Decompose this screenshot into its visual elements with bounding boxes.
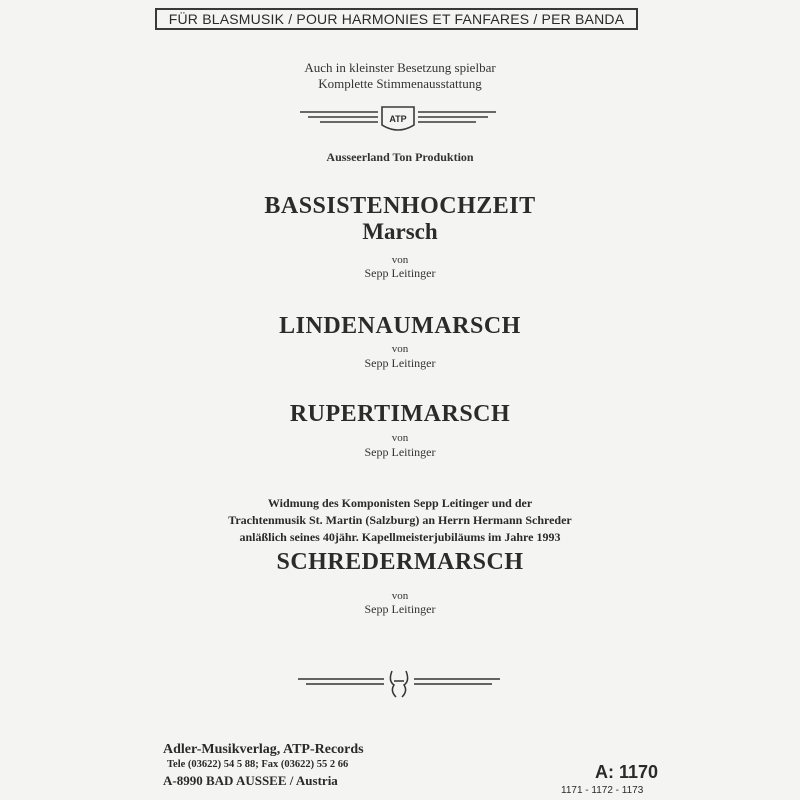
piece-3-von: von	[391, 432, 409, 444]
publisher-address: A-8990 BAD AUSSEE / Austria	[163, 773, 338, 788]
subtitle-line-2: Komplette Stimmenausstattung	[318, 76, 482, 91]
subtitle-block	[0, 60, 800, 92]
piece-2-von: von	[391, 343, 409, 355]
piece-4-composer: Sepp Leitinger	[364, 602, 436, 616]
catalog-number: A: 1170	[595, 762, 659, 782]
subtitle-line-1: Auch in kleinster Besetzung spielbar	[304, 60, 496, 75]
dedication-line-1: Widmung des Komponisten Sepp Leitinger und der	[267, 496, 533, 510]
logo-text: ATP	[389, 114, 407, 124]
atp-logo	[298, 103, 498, 137]
piece-4-title: SCHREDERMARSCH	[276, 549, 524, 575]
piece-2-title: LINDENAUMARSCH	[279, 313, 521, 339]
catalog-range: 1171 - 1172 - 1173	[561, 785, 644, 796]
piece-3-composer: Sepp Leitinger	[364, 445, 436, 459]
dedication-line-2: Trachtenmusik St. Martin (Salzburg) an Herrn Hermann Schreder	[228, 513, 572, 527]
dedication-line-3: anläßlich seines 40jähr. Kapellmeisterjubiläums im Jahre 1993	[239, 530, 561, 544]
piece-1-composer: Sepp Leitinger	[364, 266, 436, 280]
producer: Ausseerland Ton Produktion	[326, 150, 474, 164]
dedication	[0, 495, 800, 546]
banner: FÜR BLASMUSIK / POUR HARMONIES ET FANFARES / PER BANDA	[155, 8, 638, 30]
piece-1-von: von	[391, 254, 409, 266]
adler-emblem-icon	[296, 667, 502, 699]
piece-1-title: BASSISTENHOCHZEIT	[264, 193, 536, 219]
piece-1-subtitle: Marsch	[362, 219, 438, 244]
piece-2-composer: Sepp Leitinger	[364, 356, 436, 370]
piece-4-von: von	[391, 590, 409, 602]
publisher-name: Adler-Musikverlag, ATP-Records	[163, 742, 364, 757]
piece-3-title: RUPERTIMARSCH	[289, 401, 511, 427]
publisher-block	[163, 741, 423, 789]
publisher-phone: Tele (03622) 54 5 88; Fax (03622) 55 2 66	[167, 759, 349, 770]
